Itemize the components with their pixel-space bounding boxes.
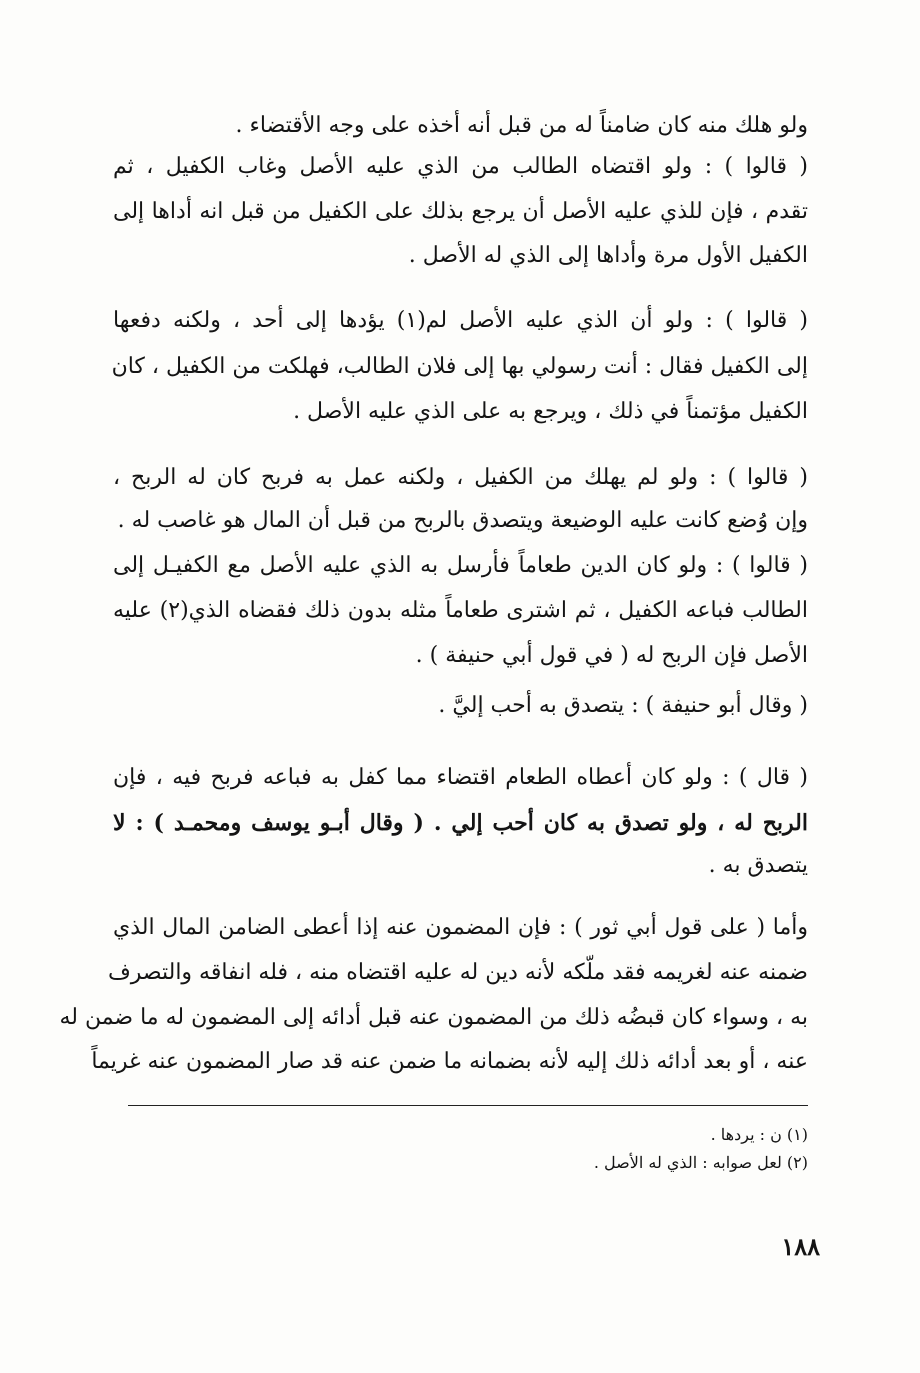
text-line: الأصل فإن الربح له ( في قول أبي حنيفة ) .: [415, 643, 808, 668]
text-line: وأما ( على قول أبي ثور ) : فإن المضمون عنه إذا أعطى الضامن المال الذي: [113, 915, 808, 940]
text-line: الربح له ، ولو تصدق به كان أحب إلي . ( وقال أبـو يوسف ومحمـد ) : لا: [113, 810, 808, 836]
text-line: به ، وسواء كان قبضُه ذلك من المضمون عنه قبل أدائه إلى المضمون له ما ضمن له: [59, 1005, 808, 1030]
text-line: ضمنه عنه لغريمه فقد ملّكه لأنه دين له عليه اقتضاه منه ، فله انفاقه والتصرف: [107, 960, 808, 985]
text-line: الكفيل الأول مرة وأداها إلى الذي له الأصل .: [408, 243, 808, 268]
text-line: وإن وُضع كانت عليه الوضيعة ويتصدق بالربح من قبل أن المال هو غاصب له .: [117, 508, 808, 533]
text-line: إلى الكفيل فقال : أنت رسولي بها إلى فلان الطالب، فهلكت من الكفيل ، كان: [111, 354, 808, 379]
page-number: ١٨٨: [781, 1232, 820, 1261]
text-line: ( قالوا ) : ولو أن الذي عليه الأصل لم(١) يؤدها إلى أحد ، ولكنه دفعها: [113, 308, 809, 333]
footnote: (٢) لعل صوابه : الذي له الأصل .: [593, 1153, 808, 1172]
text-line: تقدم ، فإن للذي عليه الأصل أن يرجع بذلك على الكفيل من قبل انه أداها إلى: [113, 199, 808, 224]
text-line: الكفيل مؤتمناً في ذلك ، ويرجع به على الذي عليه الأصل .: [293, 399, 808, 424]
text-line: يتصدق به .: [708, 853, 808, 878]
text-line: الطالب فباعه الكفيل ، ثم اشترى طعاماً مثله بدون ذلك فقضاه الذي(٢) عليه: [113, 598, 808, 623]
text-line: ( وقال أبو حنيفة ) : يتصدق به أحب إليَّ .: [438, 693, 808, 718]
text-line: ( قالوا ) : ولو اقتضاه الطالب من الذي عليه الأصل وغاب الكفيل ، ثم: [113, 154, 808, 179]
footnote: (١) ن : يردها .: [710, 1125, 808, 1144]
text-line: ( قال ) : ولو كان أعطاه الطعام اقتضاء مما كفل به فباعه فربح فيه ، فإن: [113, 765, 808, 790]
text-line: عنه ، أو بعد أدائه ذلك إليه لأنه بضمانه ما ضمن عنه قد صار المضمون عنه غريماً: [91, 1049, 808, 1074]
text-line: ولو هلك منه كان ضامناً له من قبل أنه أخذه على وجه الأقتضاء .: [235, 113, 808, 138]
footnote-divider: [128, 1105, 808, 1106]
text-line: ( قالوا ) : ولو كان الدين طعاماً فأرسل به الذي عليه الأصل مع الكفيـل إلى: [113, 553, 808, 578]
text-line: ( قالوا ) : ولو لم يهلك من الكفيل ، ولكنه عمل به فربح كان له الربح ،: [113, 465, 808, 490]
